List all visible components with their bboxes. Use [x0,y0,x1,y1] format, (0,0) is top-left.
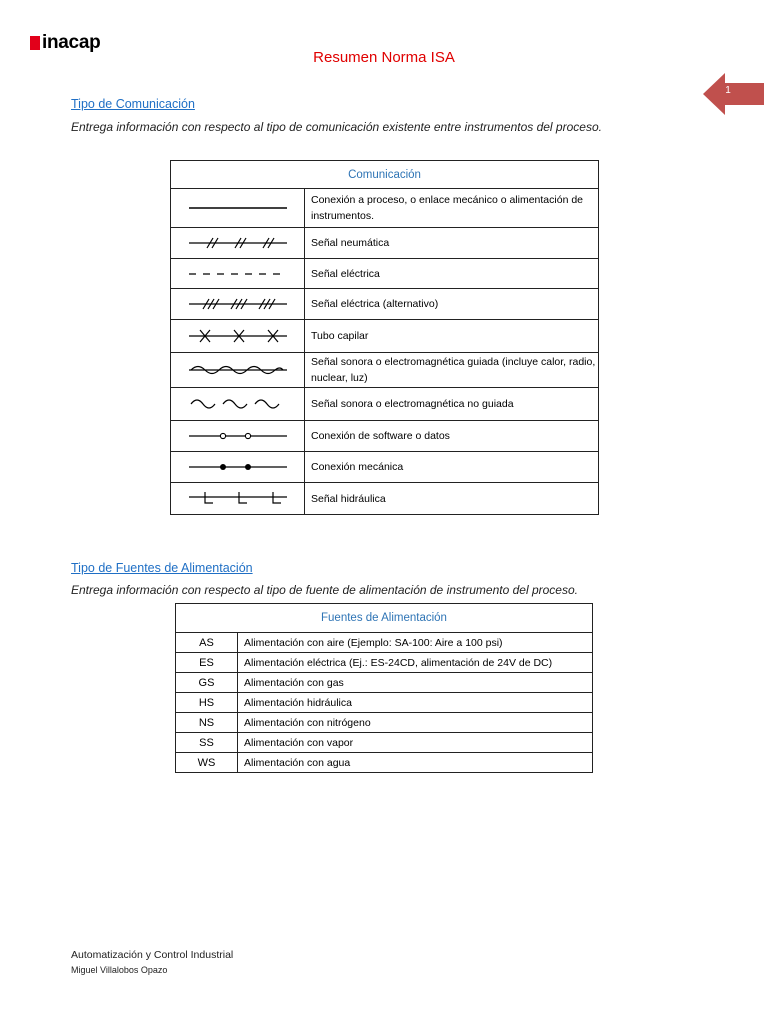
communication-table [170,160,599,515]
table-row [176,693,593,713]
section-description-communication: Entrega información con respecto al tipo de comunicación existente entre instrumentos del proceso. [71,120,602,134]
table-row [176,733,593,753]
symbol-cell [171,228,305,259]
table-row [171,320,599,353]
table-header-row [176,604,593,633]
section-title-communication: Tipo de Comunicación [71,97,195,111]
symbol-cell [171,388,305,421]
description-cell: Alimentación con nitrógeno [238,713,593,733]
description-cell: Alimentación hidráulica [238,693,593,713]
description-cell: Señal neumática [305,228,599,259]
symbol-cell [171,259,305,289]
description-cell: Conexión de software o datos [305,421,599,452]
table-row [171,452,599,483]
description-cell: Señal sonora o electromagnética no guiada [305,388,599,421]
table-row [171,353,599,388]
code-cell: HS [176,693,238,713]
description-cell: Alimentación con agua [238,753,593,773]
electric-alt-line-icon [183,297,293,311]
footer-course: Automatización y Control Industrial [71,949,234,961]
solid-line-icon [183,202,293,214]
table-header-row [171,161,599,189]
power-sources-table [175,603,593,773]
description-cell: Alimentación con vapor [238,733,593,753]
description-cell: Señal eléctrica (alternativo) [305,289,599,320]
description-cell: Conexión a proceso, o enlace mecánico o alimentación de instrumentos. [305,189,599,228]
section-title-power-sources: Tipo de Fuentes de Alimentación [71,561,253,575]
unguided-wave-line-icon [183,395,293,413]
section-description-power-sources: Entrega información con respecto al tipo de fuente de alimentación de instrumento del proceso. [71,583,578,597]
symbol-cell [171,421,305,452]
description-cell: Alimentación eléctrica (Ej.: ES-24CD, alimentación de 24V de DC) [238,653,593,673]
description-cell: Conexión mecánica [305,452,599,483]
description-cell: Señal sonora o electromagnética guiada (incluye calor, radio, nuclear, luz) [305,353,599,388]
page-number: 1 [725,85,731,96]
hydraulic-line-icon [183,491,293,507]
table-row [176,673,593,693]
footer-author: Miguel Villalobos Opazo [71,965,168,975]
symbol-cell [171,189,305,228]
table-row [171,228,599,259]
description-cell: Alimentación con gas [238,673,593,693]
symbol-cell [171,320,305,353]
table-row [176,753,593,773]
dashed-line-icon [183,268,293,280]
code-cell: WS [176,753,238,773]
logo-text: inacap [42,32,101,53]
table-row [171,483,599,515]
table-row [171,388,599,421]
guided-wave-line-icon [183,361,293,379]
capillary-line-icon [183,328,293,344]
code-cell: GS [176,673,238,693]
symbol-cell [171,452,305,483]
table-row [176,653,593,673]
code-cell: ES [176,653,238,673]
description-cell: Señal eléctrica [305,259,599,289]
code-cell: SS [176,733,238,753]
table-row [171,421,599,452]
description-cell: Tubo capilar [305,320,599,353]
table-row [171,289,599,320]
software-line-icon [183,430,293,442]
logo-mark [30,36,40,50]
table-header: Fuentes de Alimentación [176,604,593,633]
symbol-cell [171,289,305,320]
description-cell: Alimentación con aire (Ejemplo: SA-100: Aire a 100 psi) [238,633,593,653]
page-title: Resumen Norma ISA [313,49,455,66]
table-row [176,633,593,653]
table-row [176,713,593,733]
symbol-cell [171,483,305,515]
code-cell: AS [176,633,238,653]
pneumatic-line-icon [183,236,293,250]
description-cell: Señal hidráulica [305,483,599,515]
code-cell: NS [176,713,238,733]
table-header: Comunicación [171,161,599,189]
symbol-cell [171,353,305,388]
table-row [171,189,599,228]
mechanical-line-icon [183,461,293,473]
table-row [171,259,599,289]
